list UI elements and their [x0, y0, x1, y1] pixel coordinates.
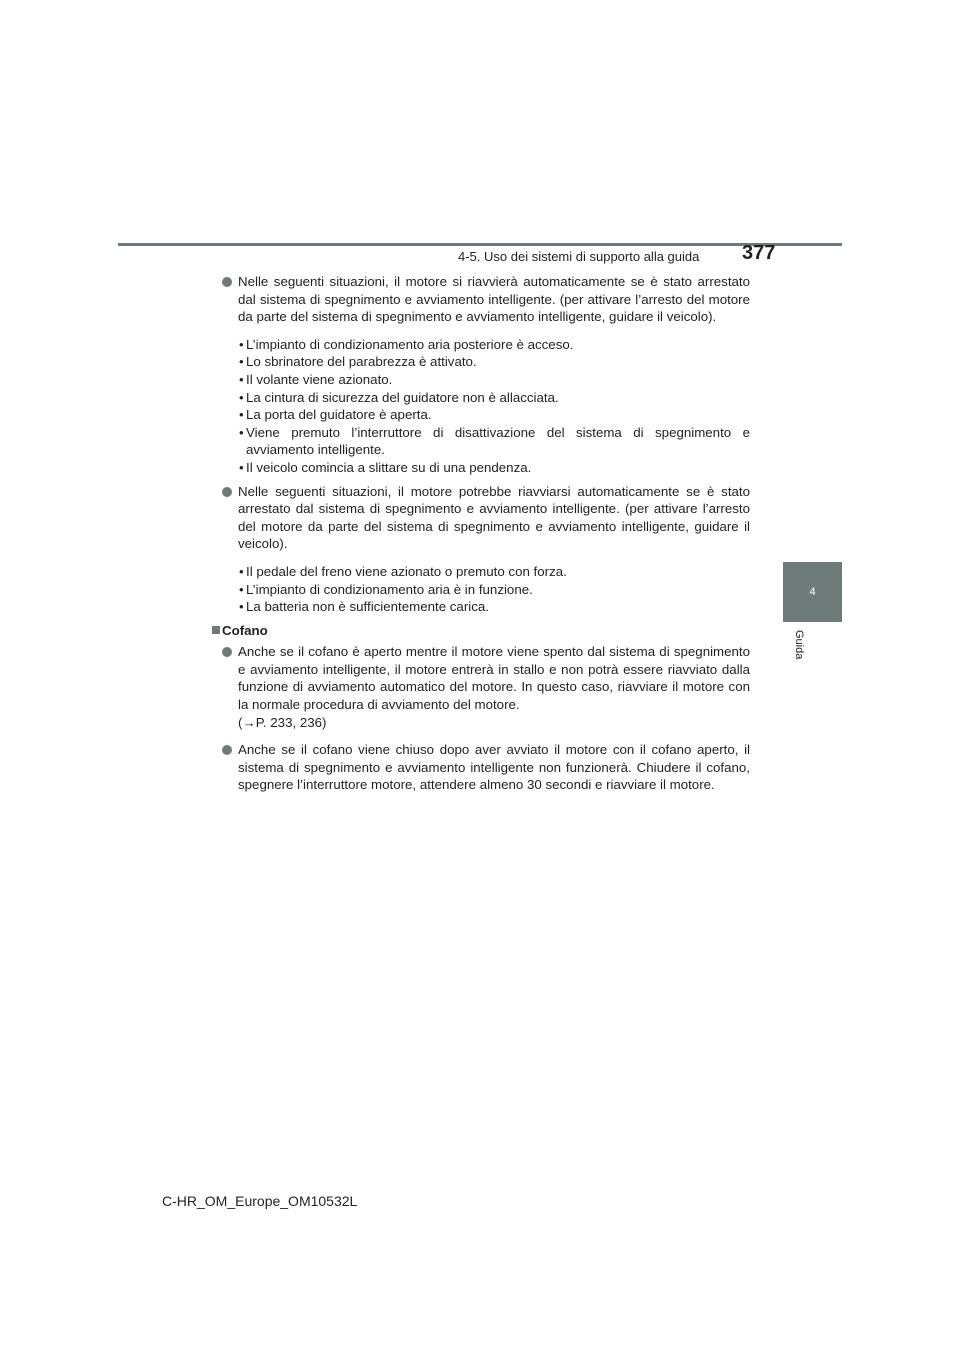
bullet-paragraph: [222, 643, 750, 731]
bullet-dot-icon: [222, 277, 232, 287]
document-code: C-HR_OM_Europe_OM10532L: [162, 1193, 358, 1209]
page-number: 377: [742, 242, 776, 264]
bullet-paragraph: [222, 483, 750, 553]
bullet-paragraph: [222, 273, 750, 326]
list-item: • La porta del guidatore è aperta.: [222, 406, 750, 424]
arrow-right-icon: →: [242, 714, 256, 730]
reference-open: (: [238, 714, 243, 730]
section-title: 4-5. Uso dei sistemi di supporto alla guida: [458, 249, 700, 264]
bullet-text: Nelle seguenti situazioni, il motore si riavvierà automaticamente se è stato arrestato dal sistema di spegnimento e avviamento intelligente. (per attivare l’arresto del motore da parte del sistema di spegnimento e avviamento intelligente, guidare il veicolo).: [238, 274, 750, 325]
page-reference-link[interactable]: P. 233, 236): [255, 714, 327, 730]
list-item: • Il volante viene azionato.: [222, 371, 750, 389]
list-item: • La batteria non è sufficientemente carica.: [222, 598, 750, 616]
section-heading-text: Cofano: [222, 622, 268, 638]
list-item: • Il pedale del freno viene azionato o premuto con forza.: [222, 563, 750, 581]
chapter-label: Guida: [793, 630, 805, 660]
list-item: • Viene premuto l’interruttore di disattivazione del sistema di spegnimento e avviamento intelligente.: [222, 424, 750, 459]
list-item: • La cintura di sicurezza del guidatore non è allacciata.: [222, 389, 750, 407]
list-item: • Il veicolo comincia a slittare su di una pendenza.: [222, 459, 750, 477]
bullet-paragraph: [222, 741, 750, 794]
condition-list: [222, 563, 750, 616]
bullet-text: Anche se il cofano viene chiuso dopo aver avviato il motore con il cofano aperto, il sistema di spegnimento e avviamento intelligente non funzionerà. Chiudere il cofano, spegnere l’interruttore motore, attendere almeno 30 secondi e riavviare il motore.: [238, 742, 750, 793]
square-bullet-icon: [212, 626, 220, 634]
page-content: [222, 273, 750, 804]
header-rule: [118, 243, 842, 246]
list-item: • Lo sbrinatore del parabrezza è attivato.: [222, 353, 750, 371]
bullet-dot-icon: [222, 647, 232, 657]
chapter-tab[interactable]: [783, 562, 842, 622]
list-item: • L’impianto di condizionamento aria è in funzione.: [222, 581, 750, 599]
bullet-dot-icon: [222, 487, 232, 497]
bullet-text: Anche se il cofano è aperto mentre il motore viene spento dal sistema di spegnimento e avviamento intelligente, il motore entrerà in stallo e non potrà essere riavviato dalla funzione di avviamento automatico del motore. In questo caso, riavviare il motore con la normale procedura di avviamento del motore.: [238, 644, 750, 713]
chapter-number: 4: [809, 586, 816, 598]
bullet-text: Nelle seguenti situazioni, il motore potrebbe riavviarsi automaticamente se è stato arrestato dal sistema di spegnimento e avviamento intelligente. (per attivare l’arresto del motore da parte del sistema di spegnimento e avviamento intelligente, guidare il veicolo).: [238, 483, 750, 552]
list-item: • L’impianto di condizionamento aria posteriore è acceso.: [222, 336, 750, 354]
section-heading: [212, 622, 750, 640]
condition-list: [222, 336, 750, 477]
bullet-dot-icon: [222, 745, 232, 755]
